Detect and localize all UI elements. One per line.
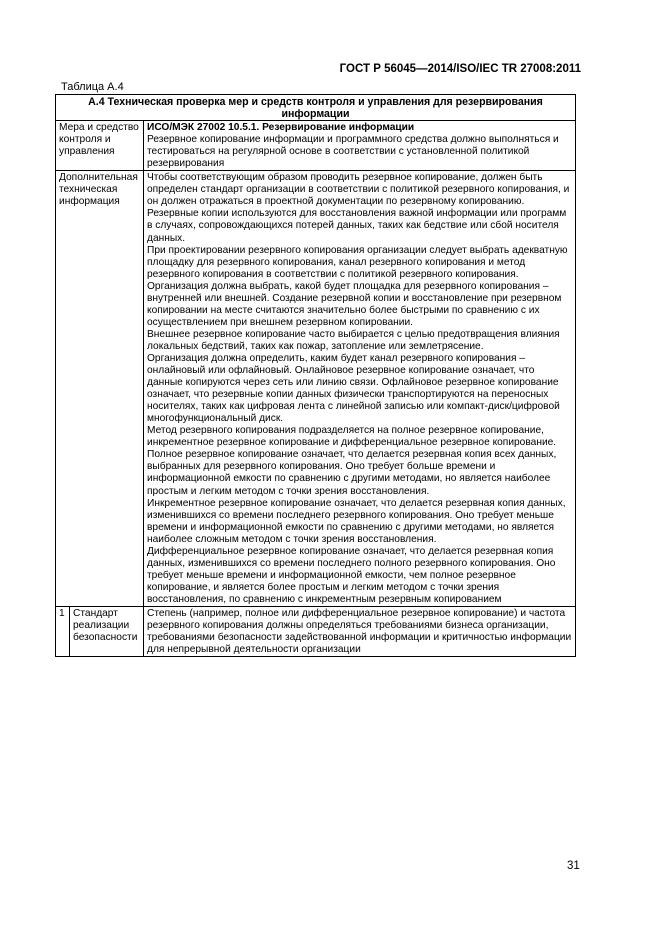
row-label-control: Мера и средство контроля и управления — [56, 121, 144, 171]
page-number: 31 — [567, 860, 580, 872]
paragraph: Дифференциальное резервное копирование означает, что делается резервная копия данных, изменившихся со времени последнего полного резервного копирования. Оно требует меньше времени и информационной емкости, чем полное резервное копирование, и является более простым и легким методом с точки зрения восстановления, по сравнению с инкрементным резервным копированием — [147, 545, 556, 605]
paragraph: Организация должна определить, каким будет канал резервного копирования – онлайновый или офлайновый. Онлайновое резервное копирование означает, что данные копируются через сеть или линию связи. Офлайновое резервное копирование означает, что резервные копии данных физически транспортируются на переносных носителях, таких как цифровая лента с линейной записью или компакт-диск/цифровой многофункциональный диск. — [147, 352, 560, 425]
paragraph: Резервные копии используются для восстановления важной информации или программ в случаях, сопровождающихся потерей данных, таких как бедствие или сбой носителя данных. — [147, 208, 567, 244]
control-table — [55, 94, 576, 657]
paragraph: Инкрементное резервное копирование означает, что делается резервная копия данных, изменившихся со времени последнего резервного копирования. Оно требует меньше времени и информационной емкости по сравнению с другими методами, но является наиболее сложным методом с точки зрения восстановления. — [147, 497, 566, 545]
paragraph: Полное резервное копирование означает, что делается резервная копия всех данных, выбранных для резервного копирования. Оно требует больше времени и информационной емкости по сравнению с другими методами, но является наиболее простым и легким методом с точки зрения восстановления. — [147, 449, 557, 497]
table-row — [56, 606, 576, 656]
paragraph: Внешнее резервное копирование часто выбирается с целью предотвращения влияния локальных бедствий, таких как пожар, затопление или землетрясение. — [147, 328, 560, 352]
paragraph: Организация должна выбрать, какой будет площадка для резервного копирования – внутренней или внешней. Создание резервной копии и восстановление при резервном копировании на месте считаются значительно более быстрыми по сравнению с их осуществлением при внешнем резервном копировании. — [147, 280, 562, 328]
document-header: ГОСТ Р 56045—2014/ISO/IEC TR 27008:2011 — [339, 63, 581, 75]
paragraph: Чтобы соответствующим образом проводить резервное копирование, должен быть определен стандарт организации в соответствии с политикой резервного копирования, и он должен отражаться в проектной документации по резервному копированию. — [147, 172, 570, 208]
table-row — [56, 171, 576, 607]
control-heading: ИСО/МЭК 27002 10.5.1. Резервирование информации — [147, 122, 415, 134]
table-title: А.4 Техническая проверка мер и средств контроля и управления для резервирования информации — [56, 95, 576, 121]
paragraph: Метод резервного копирования подразделяется на полное резервное копирование, инкрементное резервное копирование и дифференциальное резервное копирование. — [147, 425, 557, 449]
standard-text: Степень (например, полное или дифференциальное резервное копирование) и частота резервного копирования должны определяться требованиями бизнеса организации, требованиями безопасности задействованной информации и критичностью информации для непрерывной деятельности организации — [147, 607, 572, 656]
row-content-standard — [144, 606, 576, 656]
row-label-standard: Стандарт реализации безопасности — [70, 606, 144, 656]
table-label: Таблица А.4 — [61, 81, 124, 93]
row-content-control — [144, 121, 576, 171]
table-title-row — [56, 95, 576, 121]
row-number: 1 — [56, 606, 70, 656]
row-label-additional: Дополнительная техническая информация — [56, 171, 144, 607]
row-content-additional — [144, 171, 576, 607]
table-row — [56, 121, 576, 171]
paragraph: При проектировании резервного копирования организации следует выбрать адекватную площадку для резервного копирования, канал резервного копирования и метод резервного копирования в соответствии с политикой резервного копирования. — [147, 244, 568, 280]
control-text: Резервное копирование информации и программного средства должно выполняться и тестироваться на регулярной основе в соответствии с установленной политикой резервирования — [147, 134, 559, 170]
